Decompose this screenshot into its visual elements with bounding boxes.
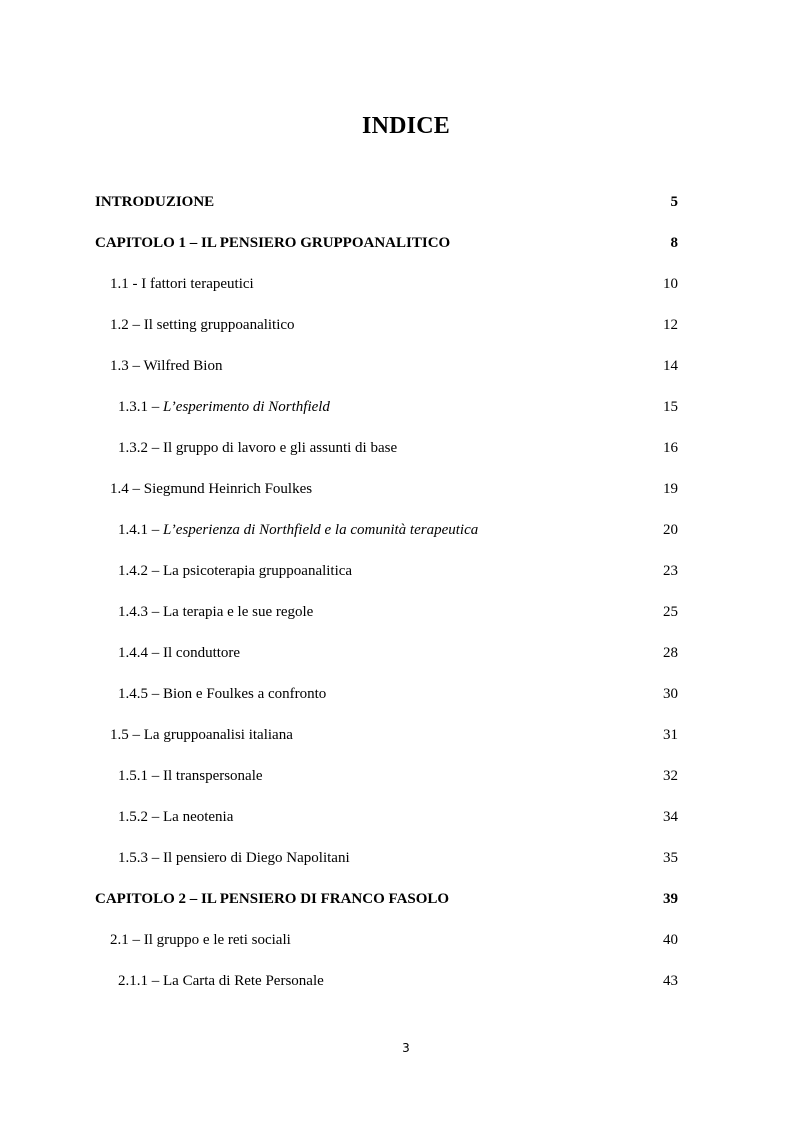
table-of-contents [0,188,794,1008]
toc-entry-page: 31 [663,727,678,743]
toc-entry-label [118,768,263,785]
toc-entry-italic-text: L’esperimento di Northfield [163,399,330,415]
toc-entry [0,352,794,393]
toc-entry-text: 1.1 - I fattori terapeutici [110,276,254,292]
toc-entry-page: 5 [670,194,678,210]
toc-entry-page: 16 [663,440,678,456]
toc-entry-label [118,645,240,662]
toc-entry [0,188,794,229]
toc-entry [0,803,794,844]
toc-entry-label [110,481,312,498]
toc-entry-text: 1.5.3 – Il pensiero di Diego Napolitani [118,850,350,866]
toc-entry-label [118,809,233,826]
toc-entry-text: 1.4 – Siegmund Heinrich Foulkes [110,481,313,497]
toc-entry-label [118,973,324,990]
toc-entry [0,721,794,762]
toc-entry [0,516,794,557]
toc-entry-page: 25 [663,604,678,620]
toc-entry-label [95,891,449,908]
toc-entry-page: 23 [663,563,678,579]
toc-entry-text: 1.4.3 – La terapia e le sue regole [118,604,314,620]
toc-entry [0,885,794,926]
toc-entry-page: 32 [663,768,678,784]
toc-entry [0,762,794,803]
toc-entry-page: 30 [663,686,678,702]
toc-entry-page: 15 [663,399,678,415]
toc-entry-text: 2.1.1 – La Carta di Rete Personale [118,973,324,989]
toc-entry-page: 12 [663,317,678,333]
toc-entry-text: 1.3.2 – Il gruppo di lavoro e gli assunti di base [118,440,398,456]
toc-entry-text: 1.3 – Wilfred Bion [110,358,223,374]
toc-entry [0,598,794,639]
toc-entry [0,311,794,352]
toc-entry-label [118,563,352,580]
toc-entry-label [110,358,222,375]
toc-entry-text: 1.5 – La gruppoanalisi italiana [110,727,293,743]
toc-entry [0,557,794,598]
toc-entry-text: 2.1 – Il gruppo e le reti sociali [110,932,291,948]
toc-entry-text: 1.4.2 – La psicoterapia gruppoanalitica [118,563,353,579]
toc-entry-label [118,850,350,867]
page-title: INDICE [362,113,450,139]
toc-entry-page: 35 [663,850,678,866]
toc-entry-text: 1.5.1 – Il transpersonale [118,768,263,784]
toc-entry-text: 1.2 – Il setting gruppoanalitico [110,317,295,333]
toc-entry [0,270,794,311]
toc-entry-label [110,727,293,744]
toc-entry-text: 1.3.1 – [118,399,163,415]
toc-entry-label [118,522,478,539]
toc-entry-label [110,932,291,949]
toc-entry-text: 1.4.1 – [118,522,163,538]
toc-entry-text: 1.4.4 – Il conduttore [118,645,241,661]
toc-entry-italic-text: L’esperienza di Northfield e la comunità terapeutica [163,522,479,538]
toc-entry-page: 34 [663,809,678,825]
toc-entry-label [110,276,254,293]
toc-entry-text: 1.4.5 – Bion e Foulkes a confronto [118,686,327,702]
toc-entry-label [118,686,326,703]
toc-entry-label [118,440,397,457]
toc-entry-page: 28 [663,645,678,661]
toc-entry-page: 19 [663,481,678,497]
toc-entry-label [118,604,313,621]
toc-entry-page: 40 [663,932,678,948]
toc-entry [0,680,794,721]
toc-entry-text: 1.5.2 – La neotenia [118,809,234,825]
toc-entry [0,393,794,434]
toc-entry-page: 20 [663,522,678,538]
toc-entry [0,229,794,270]
toc-entry-label [95,194,214,211]
toc-entry-page: 39 [663,891,678,907]
toc-entry-text: CAPITOLO 1 – IL PENSIERO GRUPPOANALITICO [95,235,451,251]
toc-entry [0,926,794,967]
toc-entry-label [118,399,330,416]
toc-entry-page: 14 [663,358,678,374]
toc-entry-text: CAPITOLO 2 – IL PENSIERO DI FRANCO FASOLO [95,891,450,907]
toc-entry-label [95,235,450,252]
toc-entry-page: 10 [663,276,678,292]
toc-entry-page: 43 [663,973,678,989]
toc-entry [0,967,794,1008]
toc-entry-text: INTRODUZIONE [95,194,215,210]
toc-entry-page: 8 [670,235,678,251]
page-number: 3 [402,1041,410,1055]
toc-entry [0,475,794,516]
toc-entry [0,844,794,885]
toc-entry [0,639,794,680]
toc-entry-label [110,317,295,334]
toc-entry [0,434,794,475]
